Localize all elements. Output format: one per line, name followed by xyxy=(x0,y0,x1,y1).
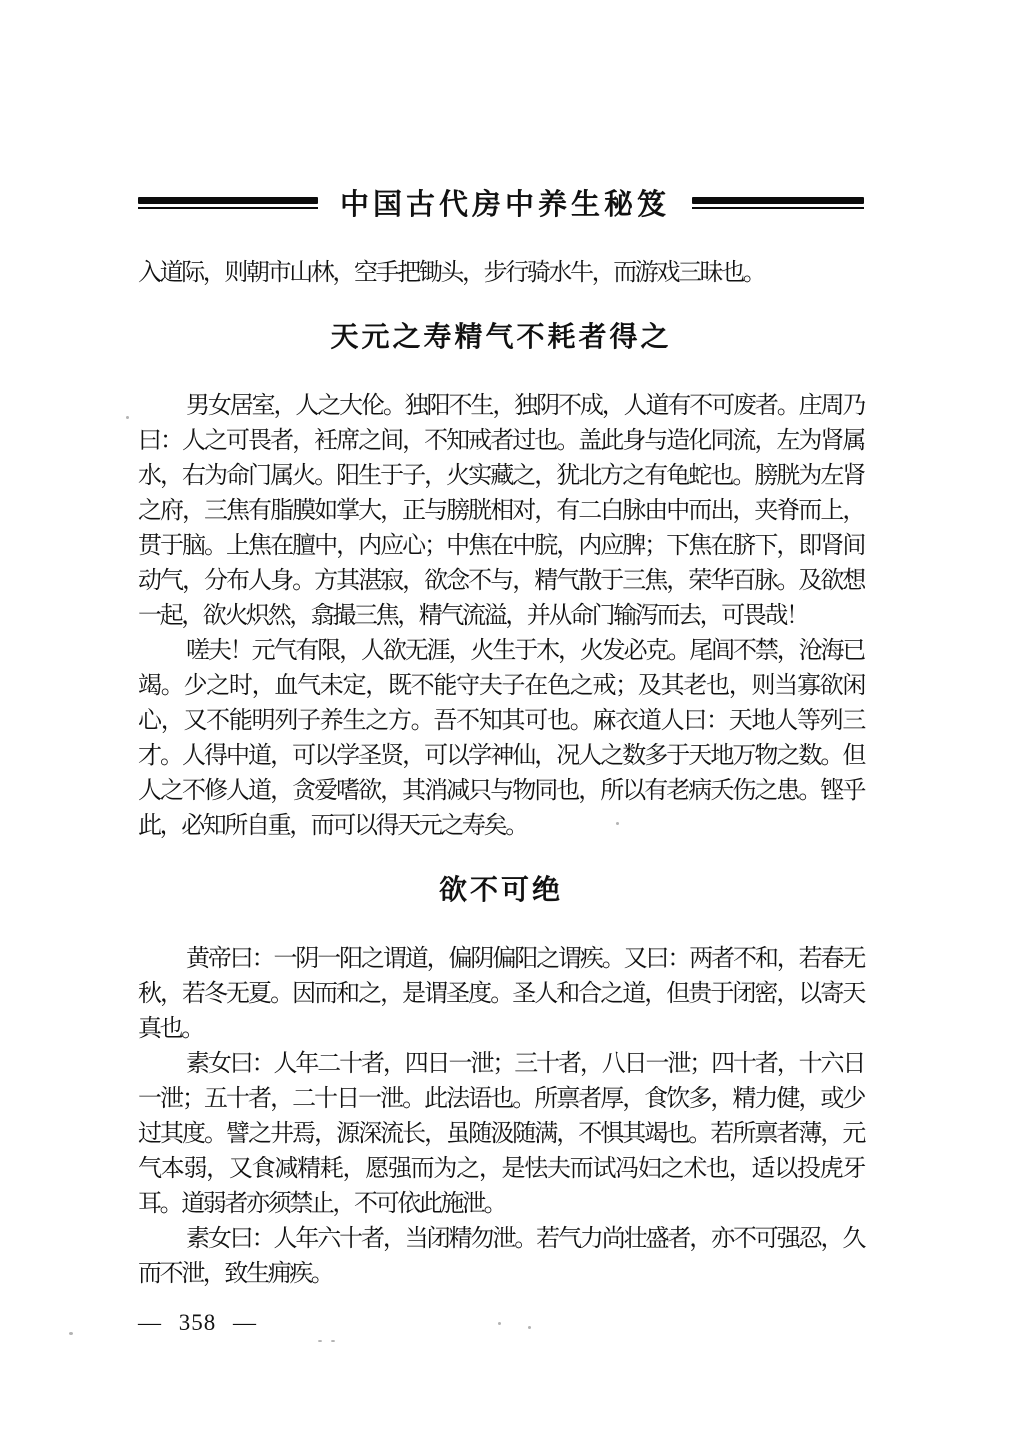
scan-speck xyxy=(126,416,129,419)
scan-speck xyxy=(498,1322,501,1325)
page-number: — 358 — xyxy=(138,1310,257,1335)
header-rule-right-thick xyxy=(692,197,864,204)
paragraph: 男女居室，人之大伦。独阳不生，独阴不成，人道有不可废者。庄周乃曰：人之可畏者，衽席之间，不知戒者过也。盖此身与造化同流，左为肾属水，右为命门属火。阳生于子，火实藏之，犹北方之有龟蛇也。膀胱为左肾之府，三焦有脂膜如掌大，正与膀胱相对，有二白脉由中而出，夹脊而上，贯于脑。上焦在膻中，内应心；中焦在中脘，内应脾；下焦在脐下，即肾间动气，分布人身。方其湛寂，欲念不与，精气散于三焦，荣华百脉。及欲想一起，欲火炽然，翕撮三焦，精气流溢，并从命门输泻而去，可畏哉！ xyxy=(138,393,864,629)
page-content xyxy=(138,186,864,1336)
section-heading-yubukejue: 欲不可绝 xyxy=(438,875,563,906)
header-rule-left-thick xyxy=(138,197,318,204)
paragraph: 素女曰：人年六十者，当闭精勿泄。若气力尚壮盛者，亦不可强忍，久而不泄，致生痈疾。 xyxy=(138,1226,864,1287)
header-rule-left xyxy=(138,197,318,209)
book-title: 中国古代房中养生秘笈 xyxy=(339,188,670,221)
section-heading-tianyuan: 天元之寿精气不耗者得之 xyxy=(330,322,672,353)
paragraph: 素女曰：人年二十者，四日一泄；三十者，八日一泄；四十者，十六日一泄；五十者，二十日一泄。此法语也。所禀者厚，食饮多，精力健，或少过其度。譬之井焉，源深流长，虽随汲随满，不惧其竭也。若所禀者薄，元气本弱，又食减精耗，愿强而为之，是怯夫而试冯妇之术也，适以投虎牙耳。道弱者亦须禁止，不可依此施泄。 xyxy=(138,1051,864,1217)
intro-continuation-line: 入道际，则朝市山林，空手把锄头，步行骑水牛，而游戏三昧也。 xyxy=(138,260,765,286)
header-rule-right-thin xyxy=(692,207,864,209)
header-rule-right xyxy=(692,197,864,209)
running-head xyxy=(138,186,864,220)
paragraph: 嗟夫！元气有限，人欲无涯，火生于木，火发必克。尾闾不禁，沧海已竭。少之时，血气未定，既不能守夫子在色之戒；及其老也，则当寡欲闲心，又不能明列子养生之方。吾不知其可也。麻衣道人曰：天地人等列三才。人得中道，可以学圣贤，可以学神仙，况人之数多于天地万物之数。但人之不修人道，贪爱嗜欲，其消减只与物同也，所以有老病夭伤之患。铿乎此，必知所自重，而可以得天元之寿矣。 xyxy=(138,638,864,839)
scan-speck xyxy=(528,1326,531,1329)
scan-speck xyxy=(318,1340,322,1342)
scan-speck xyxy=(331,1340,335,1342)
header-rule-left-thin xyxy=(138,207,318,209)
scan-speck xyxy=(616,822,619,825)
scan-speck xyxy=(69,1332,73,1335)
paragraph: 黄帝曰：一阴一阳之谓道，偏阴偏阳之谓疾。又曰：两者不和，若春无秋，若冬无夏。因而和之，是谓圣度。圣人和合之道，但贵于闭密，以寄天真也。 xyxy=(138,946,864,1042)
